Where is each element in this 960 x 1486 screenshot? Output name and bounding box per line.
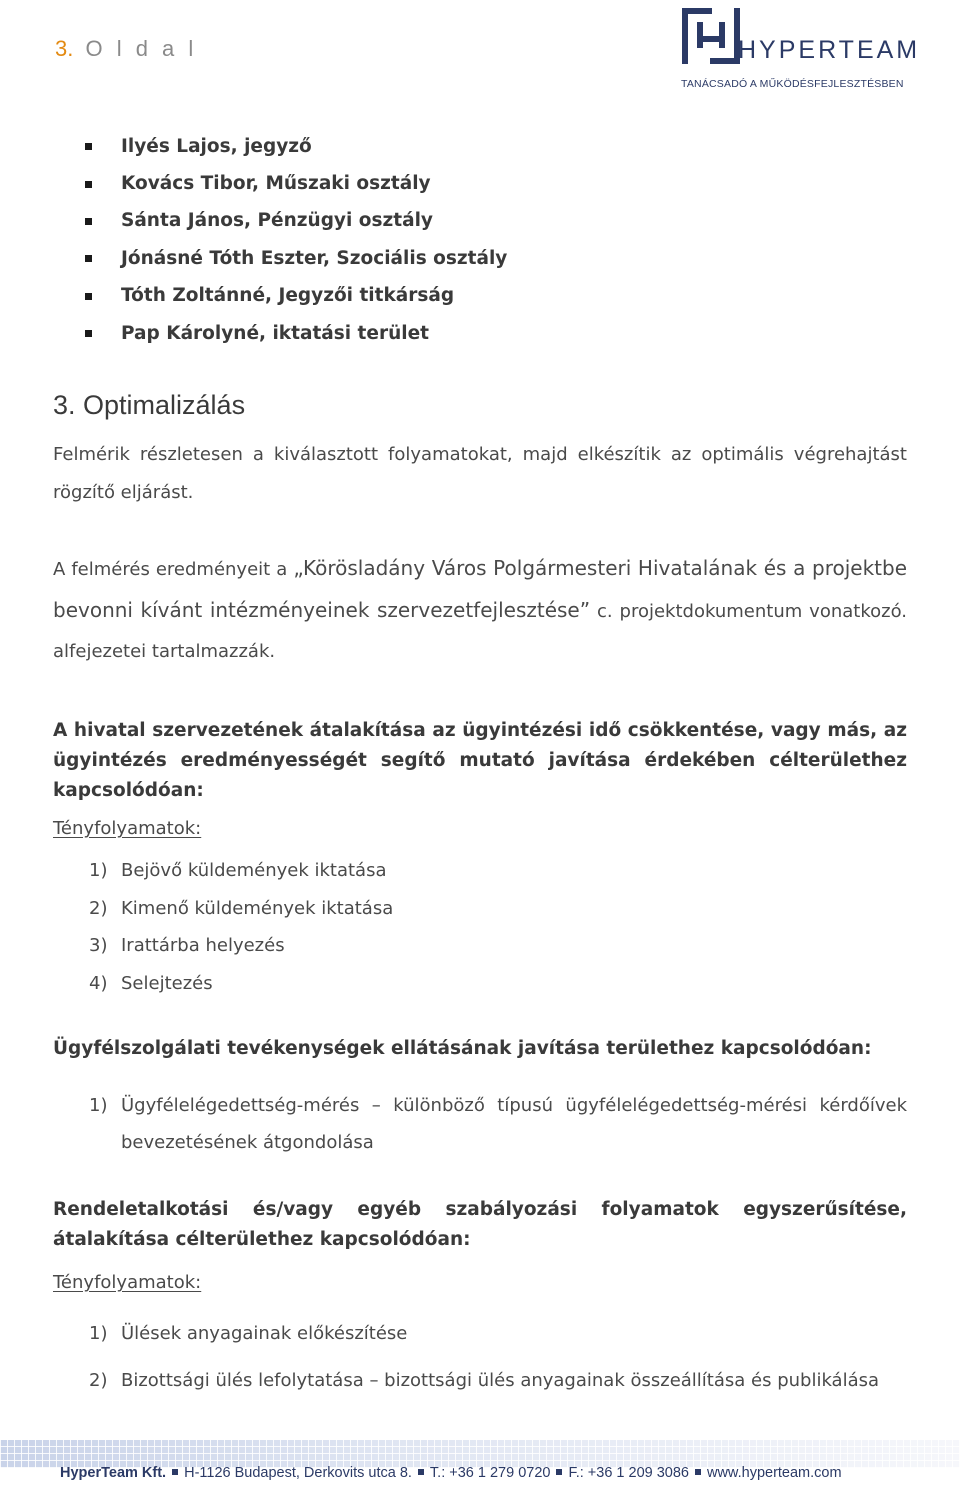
list-item	[89, 969, 393, 1007]
logo-name: HYPERTEAM	[738, 36, 921, 64]
square-bullet-icon	[85, 293, 92, 300]
list-item	[85, 128, 507, 165]
list-item-text: Kovács Tibor, Műszaki osztály	[121, 173, 431, 195]
item-number: 1)	[89, 1095, 108, 1116]
item-text: Irattárba helyezés	[121, 935, 285, 956]
item-number: 1)	[89, 860, 108, 881]
list-item	[85, 165, 507, 202]
footer	[60, 1465, 920, 1481]
logo-tagline: TANÁCSADÓ A MŰKÖDÉSFEJLESZTÉSBEN	[681, 78, 904, 90]
footer-pattern-band	[0, 1440, 960, 1468]
page-number-label	[55, 36, 197, 62]
list-item-text: Jónásné Tóth Eszter, Szociális osztály	[121, 247, 508, 269]
footer-phone: T.: +36 1 279 0720	[429, 1465, 551, 1481]
footer-separator-icon	[172, 1469, 178, 1475]
results-suffix: c. projektdokumentum vonatkozó. alfejezetei tartalmazzák.	[53, 601, 908, 662]
list-item	[85, 278, 507, 315]
footer-separator-icon	[695, 1469, 701, 1475]
block3-heading: Rendeletalkotási és/vagy egyéb szabályozási folyamatok egyszerűsítése, átalakítása célterülethez kapcsolódóan:	[53, 1199, 907, 1250]
list-item-text: Pap Károlyné, iktatási terület	[121, 322, 429, 344]
block2-heading: Ügyfélszolgálati tevékenységek ellátásának javítása területhez kapcsolódóan:	[53, 1038, 872, 1059]
footer-company: HyperTeam Kft.	[60, 1465, 167, 1481]
list-item	[89, 1319, 879, 1366]
item-text: Bizottsági ülés lefolytatása – bizottsági ülés anyagainak összeállítása és publikálása	[121, 1370, 880, 1391]
list-item	[89, 856, 393, 894]
block2-list	[89, 1087, 907, 1161]
list-item	[85, 203, 507, 240]
list-item	[85, 240, 507, 277]
item-text: Ülések anyagainak előkészítése	[121, 1323, 408, 1344]
page-label: O l d a l	[85, 36, 198, 61]
item-number: 4)	[89, 972, 108, 994]
block3-list	[89, 1319, 879, 1413]
page-number: 3.	[55, 36, 74, 61]
footer-separator-icon	[418, 1469, 424, 1475]
block1-list	[89, 856, 393, 1006]
block3-subheading: Tényfolyamatok:	[53, 1272, 202, 1293]
square-bullet-icon	[85, 143, 92, 150]
footer-address: H-1126 Budapest, Derkovits utca 8.	[184, 1465, 412, 1481]
list-item-text: Sánta János, Pénzügyi osztály	[121, 210, 433, 232]
square-bullet-icon	[85, 181, 92, 188]
footer-website[interactable]: www.hyperteam.com	[706, 1465, 842, 1481]
results-paragraph	[53, 548, 907, 672]
results-prefix: A felmérés eredményeit a	[53, 559, 294, 580]
list-item-text: Tóth Zoltánné, Jegyzői titkárság	[121, 285, 455, 307]
square-bullet-icon	[85, 218, 92, 225]
block1-heading: A hivatal szervezetének átalakítása az ügyintézési idő csökkentése, vagy más, az ügyintézés eredményességét segítő mutató javítása érdekében célterülethez kapcsolódóan:	[53, 720, 907, 801]
item-number: 1)	[89, 1323, 108, 1344]
item-text: Selejtezés	[121, 972, 213, 994]
section-title: 3. Optimalizálás	[53, 390, 246, 420]
project-title-quote: „Körösladány Város Polgármesteri Hivatalának és a projektbe bevonni kívánt intézményeinek szervezetfejlesztése”	[53, 556, 908, 622]
square-bullet-icon	[85, 330, 92, 337]
footer-separator-icon	[556, 1469, 562, 1475]
item-text: Kimenő küldemények iktatása	[121, 897, 394, 919]
item-text: Ügyfélelégedettség-mérés – különböző típusú ügyfélelégedettség-mérési kérdőívek bevezetésének átgondolása	[121, 1095, 907, 1153]
section-intro: Felmérik részletesen a kiválasztott folyamatokat, majd elkészítik az optimális végrehajtást rögzítő eljárást.	[53, 444, 907, 503]
square-bullet-icon	[85, 255, 92, 262]
block1-subheading: Tényfolyamatok:	[53, 818, 202, 839]
list-item-text: Ilyés Lajos, jegyző	[121, 135, 312, 157]
item-number: 3)	[89, 935, 108, 956]
footer-fax: F.: +36 1 209 3086	[568, 1465, 689, 1481]
list-item	[89, 894, 393, 932]
list-item	[89, 931, 393, 969]
participant-list	[85, 128, 507, 352]
item-number: 2)	[89, 1370, 108, 1391]
item-text: Bejövő küldemények iktatása	[121, 860, 387, 881]
item-number: 2)	[89, 897, 108, 919]
list-item	[89, 1087, 907, 1161]
list-item	[85, 315, 507, 352]
list-item	[89, 1366, 879, 1413]
